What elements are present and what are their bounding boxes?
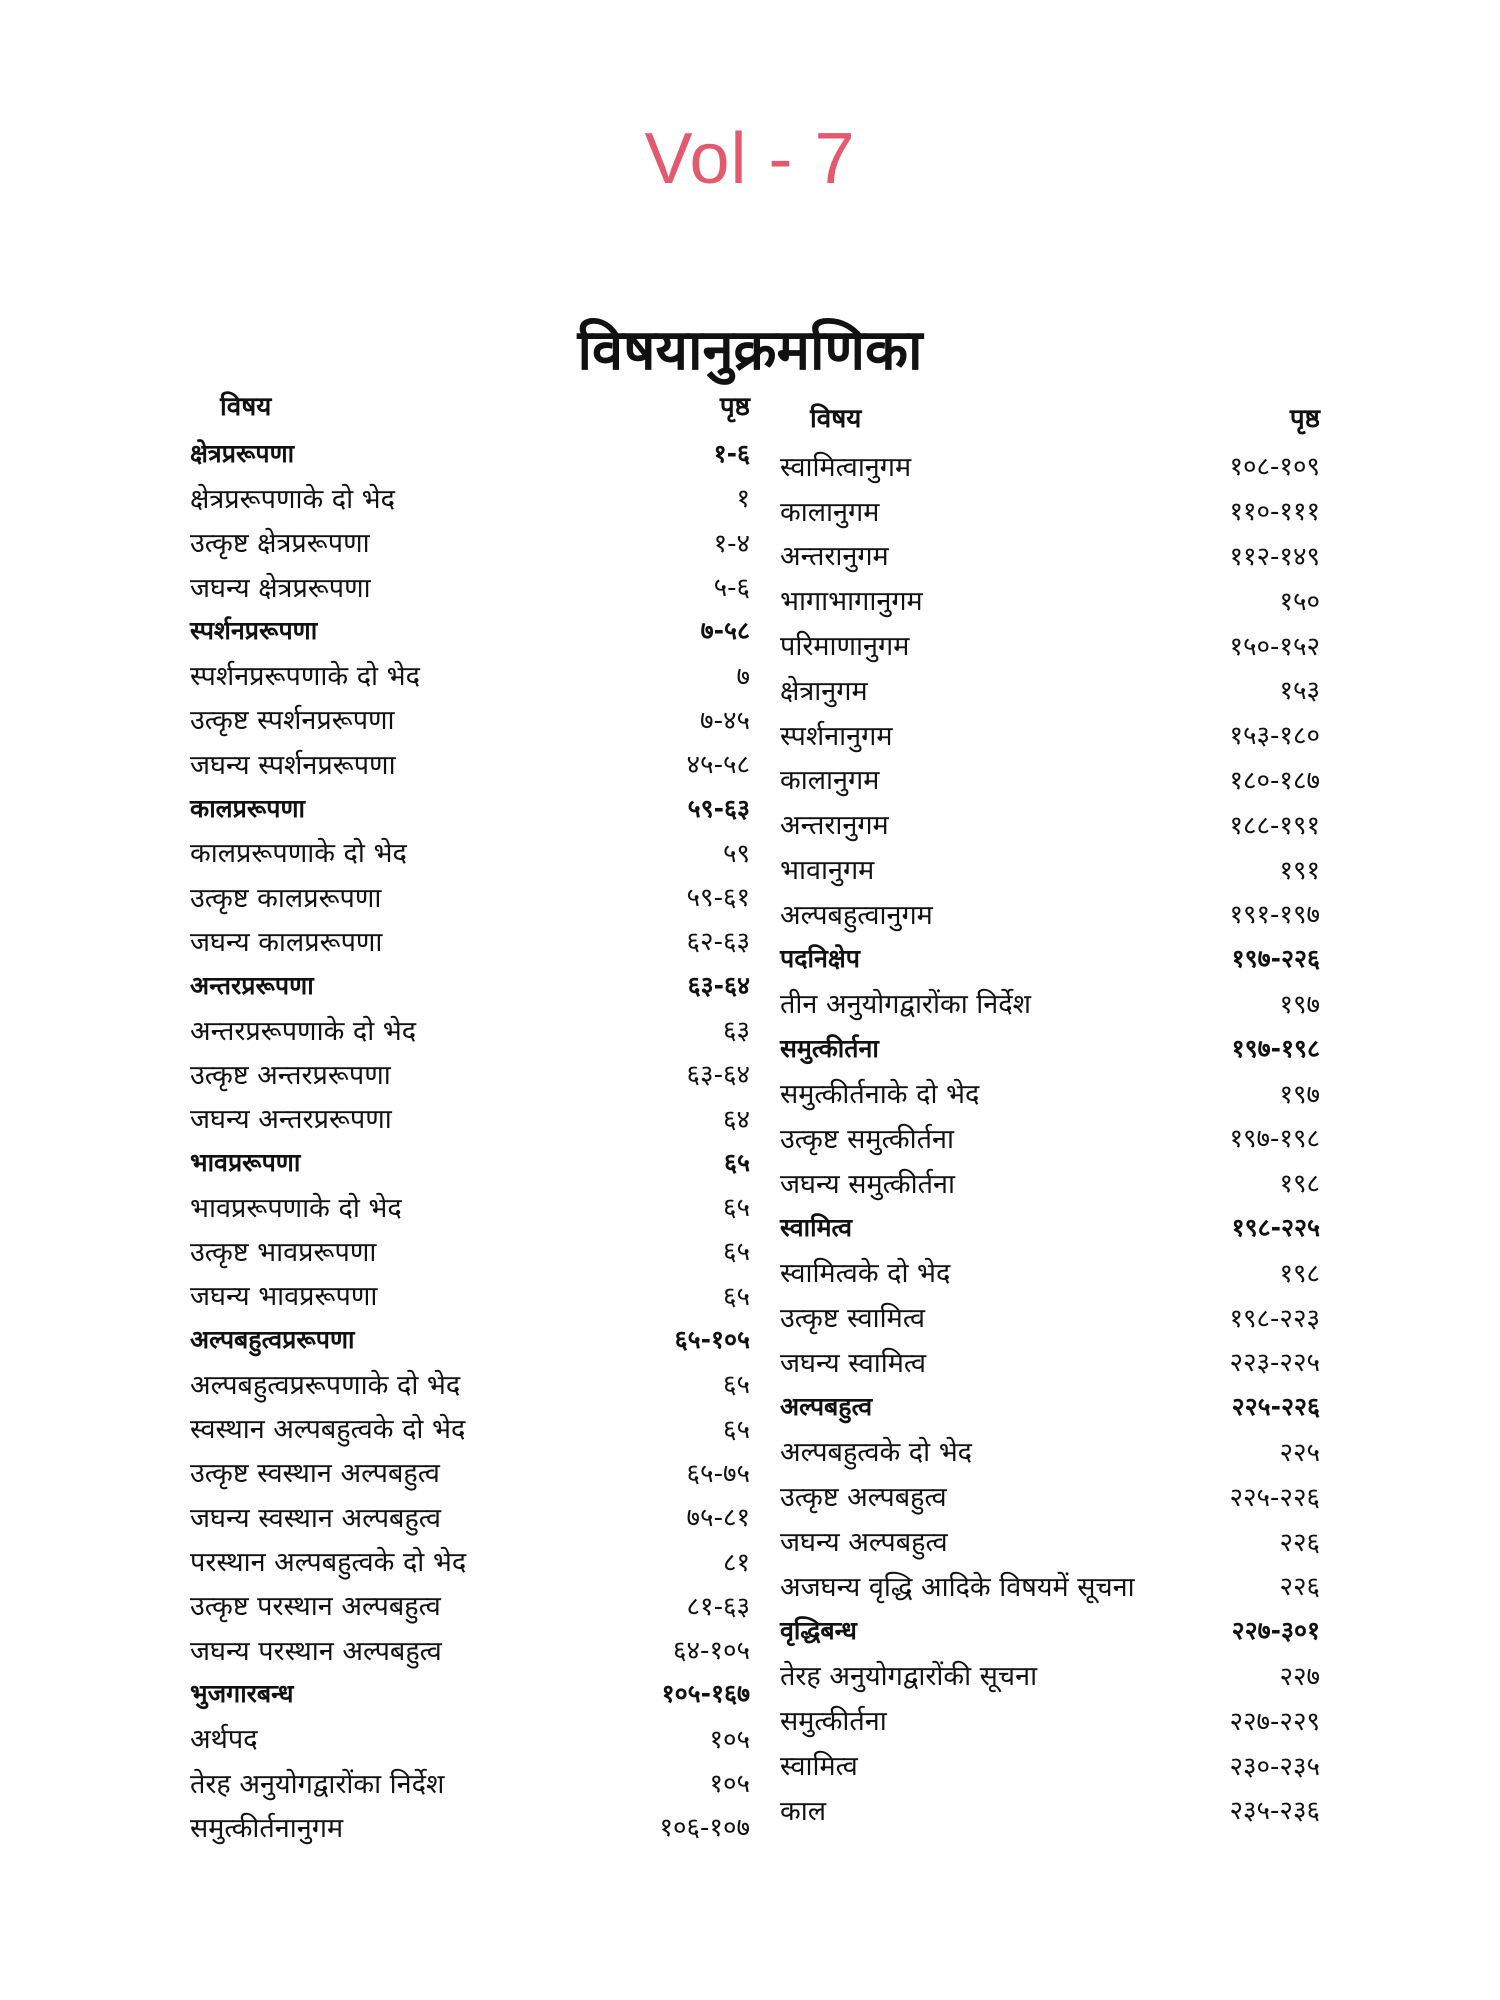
toc-entry-title: उत्कृष्ट समुत्कीर्तना: [780, 1123, 954, 1155]
toc-entry: [190, 1716, 750, 1760]
toc-entry: [780, 981, 1320, 1026]
volume-label: Vol - 7: [644, 119, 856, 199]
toc-entry-page: ७-५८: [700, 616, 750, 646]
toc-entry: [190, 608, 750, 652]
toc-entry-title: समुत्कीर्तना: [780, 1706, 887, 1738]
toc-entry-page: ६३-६४: [686, 1060, 750, 1091]
toc-entry: [780, 1563, 1320, 1608]
toc-entry-title: जघन्य अल्पबहुत्व: [780, 1527, 948, 1559]
toc-entry-page: १९७: [1279, 989, 1320, 1020]
toc-entry: [780, 1473, 1320, 1518]
toc-entry-title: भावप्ररूपणा: [190, 1147, 301, 1177]
toc-entry-title: समुत्कीर्तनाके दो भेद: [780, 1079, 980, 1111]
toc-entry: [190, 918, 750, 962]
toc-entry-page: १९१-१९७: [1229, 900, 1320, 931]
toc-entry-page: १०५: [709, 1769, 750, 1800]
toc-entry-title: अन्तरप्ररूपणा: [190, 970, 314, 1000]
toc-entry-title: उत्कृष्ट भावप्ररूपणा: [190, 1236, 377, 1268]
toc-entry-page: ६५: [722, 1370, 750, 1401]
toc-entry-page: ६५-१०५: [674, 1325, 750, 1355]
toc-entry: [190, 1450, 750, 1494]
toc-entry-title: परिमाणानुगम: [780, 631, 910, 663]
toc-entry-page: ६५: [722, 1237, 750, 1268]
toc-entry-page: ७५-८१: [686, 1503, 750, 1534]
toc-entry-title: उत्कृष्ट परस्थान अल्पबहुत्व: [190, 1591, 441, 1623]
toc-entry-title: तीन अनुयोगद्वारोंका निर्देश: [780, 989, 1031, 1021]
toc-entry-page: ७-४५: [700, 705, 750, 736]
toc-entry-title: काल: [780, 1795, 827, 1827]
toc-entry-title: उत्कृष्ट अन्तरप्ररूपणा: [190, 1059, 391, 1091]
toc-entry-page: १९८-२२३: [1229, 1303, 1320, 1334]
toc-entry: [190, 1406, 750, 1450]
toc-entry: [780, 1070, 1320, 1115]
toc-entry-title: स्वस्थान अल्पबहुत्वके दो भेद: [190, 1414, 466, 1446]
toc-entry-title: अर्थपद: [190, 1724, 258, 1756]
toc-entry: [780, 757, 1320, 802]
toc-entry-page: ६५: [723, 1147, 750, 1177]
toc-entry-title: स्वामित्वानुगम: [780, 451, 912, 483]
toc-entry: [190, 785, 750, 829]
toc-entry-title: भुजगारबन्ध: [190, 1679, 294, 1709]
toc-entry-title: वृद्धिबन्ध: [780, 1616, 857, 1646]
toc-entry-title: कालानुगम: [780, 496, 880, 528]
toc-entry: [190, 1671, 750, 1715]
toc-entry-title: अन्तरप्ररूपणाके दो भेद: [190, 1015, 417, 1047]
toc-entry-title: जघन्य कालप्ररूपणा: [190, 926, 383, 958]
toc-entry-page: ५९: [722, 838, 750, 869]
toc-entry-title: अन्तरानुगम: [780, 810, 889, 842]
toc-entry-page: १०८-१०९: [1229, 452, 1320, 483]
toc-entry-page: ८१: [722, 1547, 750, 1578]
toc-entry-page: १८८-१९१: [1229, 810, 1320, 841]
toc-entry: [190, 431, 750, 475]
toc-entry-title: जघन्य परस्थान अल्पबहुत्व: [190, 1635, 442, 1667]
toc-entry: [190, 1494, 750, 1538]
toc-entry-page: १०५-१६७: [661, 1679, 750, 1709]
toc-entry: [780, 488, 1320, 533]
toc-entry: [190, 1051, 750, 1095]
toc-entry-page: २२५: [1279, 1437, 1320, 1468]
toc-entry: [190, 1361, 750, 1405]
toc-entry-page: १९८: [1279, 1169, 1320, 1200]
toc-entry-page: १५०-१५२: [1229, 631, 1320, 662]
page-header: पृष्ठ: [719, 392, 750, 422]
toc-entry: [190, 697, 750, 741]
toc-entry-title: क्षेत्रप्ररूपणा: [190, 439, 295, 469]
toc-entry-title: उत्कृष्ट स्वस्थान अल्पबहुत्व: [190, 1458, 440, 1490]
toc-entry-title: उत्कृष्ट क्षेत्रप्ररूपणा: [190, 528, 370, 560]
toc-entry: [190, 830, 750, 874]
toc-entry-title: समुत्कीर्तनानुगम: [190, 1812, 344, 1844]
toc-entry: [190, 1804, 750, 1848]
toc-entry-page: ६५: [722, 1193, 750, 1224]
toc-entry-title: स्वामित्वके दो भेद: [780, 1258, 951, 1290]
toc-entry: [780, 1787, 1320, 1832]
toc-entry-title: तेरह अनुयोगद्वारोंका निर्देश: [190, 1768, 445, 1800]
toc-entry-title: अल्पबहुत्वके दो भेद: [780, 1437, 973, 1469]
toc-entry-title: समुत्कीर्तना: [780, 1033, 879, 1063]
toc-entry-page: २२७-३०१: [1231, 1616, 1320, 1646]
toc-entry-title: स्पर्शनप्ररूपणा: [190, 616, 318, 646]
toc-entry-page: २२७: [1279, 1661, 1320, 1692]
right-column: [780, 385, 1320, 1832]
toc-entry-title: कालप्ररूपणा: [190, 793, 306, 823]
toc-entry-page: १९७: [1279, 1079, 1320, 1110]
toc-entry-page: १५०: [1279, 586, 1320, 617]
toc-entry-title: जघन्य क्षेत्रप्ररूपणा: [190, 572, 371, 604]
toc-entry-page: ५९-६३: [687, 793, 750, 823]
toc-entry: [190, 1583, 750, 1627]
toc-entry-title: क्षेत्रप्ररूपणाके दो भेद: [190, 483, 396, 515]
toc-entry: [190, 1317, 750, 1361]
toc-entry: [780, 622, 1320, 667]
toc-entry: [780, 936, 1320, 981]
toc-entry-page: ११२-१४९: [1229, 541, 1320, 572]
toc-entry-page: ४५-५८: [686, 750, 750, 781]
toc-entry-title: जघन्य भावप्ररूपणा: [190, 1281, 378, 1313]
toc-entry: [780, 1653, 1320, 1698]
subject-header: विषय: [810, 404, 862, 434]
toc-entry: [780, 1160, 1320, 1205]
toc-entry-page: २२६: [1279, 1527, 1320, 1558]
toc-entry: [190, 1184, 750, 1228]
toc-entry-page: २२५-२२६: [1231, 1392, 1320, 1422]
toc-entry-title: भागाभागानुगम: [780, 586, 923, 618]
toc-entry: [780, 1294, 1320, 1339]
toc-entry: [190, 1538, 750, 1582]
toc-entry-title: उत्कृष्ट स्वामित्व: [780, 1303, 925, 1335]
toc-entry-page: १५३-१८०: [1229, 721, 1320, 752]
toc-entry-title: जघन्य समुत्कीर्तना: [780, 1168, 955, 1200]
toc-entry: [780, 712, 1320, 757]
toc-entry: [780, 801, 1320, 846]
toc-entry-title: स्वामित्व: [780, 1212, 853, 1242]
left-entry-list: [190, 431, 750, 1849]
toc-entry: [780, 891, 1320, 936]
toc-entry-page: २२७-२२९: [1229, 1706, 1320, 1737]
toc-entry: [190, 1140, 750, 1184]
toc-entry-page: ६२-६३: [686, 927, 750, 958]
toc-entry-title: अल्पबहुत्वानुगम: [780, 899, 933, 931]
toc-entry-page: १-६: [713, 439, 750, 469]
toc-entry: [780, 1205, 1320, 1250]
toc-entry: [780, 577, 1320, 622]
toc-entry-title: स्पर्शनानुगम: [780, 720, 893, 752]
toc-entry: [780, 846, 1320, 891]
toc-entry-page: ६५: [722, 1281, 750, 1312]
toc-entry-page: १८०-१८७: [1229, 765, 1320, 796]
page-title: विषयानुक्रमणिका: [577, 317, 923, 383]
toc-entry-page: १९१: [1279, 855, 1320, 886]
toc-entry-page: २३०-२३५: [1229, 1751, 1320, 1782]
toc-entry-title: जघन्य अन्तरप्ररूपणा: [190, 1104, 392, 1136]
toc-entry: [780, 1339, 1320, 1384]
toc-entry-title: कालप्ररूपणाके दो भेद: [190, 838, 407, 870]
toc-entry-title: पदनिक्षेप: [780, 944, 860, 974]
toc-entry: [780, 1608, 1320, 1653]
toc-entry: [190, 1228, 750, 1272]
toc-entry: [190, 652, 750, 696]
toc-entry-title: जघन्य स्वस्थान अल्पबहुत्व: [190, 1502, 441, 1534]
toc-entry-title: स्पर्शनप्ररूपणाके दो भेद: [190, 661, 420, 693]
toc-entry-title: उत्कृष्ट कालप्ररूपणा: [190, 882, 382, 914]
toc-entry-title: क्षेत्रानुगम: [780, 675, 868, 707]
toc-entry-title: भावानुगम: [780, 855, 875, 887]
toc-entry: [190, 1627, 750, 1671]
toc-entry: [780, 1697, 1320, 1742]
toc-entry: [780, 1249, 1320, 1294]
left-column: [190, 385, 750, 1849]
toc-entry-title: कालानुगम: [780, 765, 880, 797]
toc-entry-page: १-४: [713, 528, 750, 559]
toc-entry-page: १९७-१९८: [1229, 1124, 1320, 1155]
toc-entry-page: ६४-१०५: [673, 1636, 750, 1667]
left-column-header: [190, 385, 750, 425]
toc-entry-page: ६५: [722, 1414, 750, 1445]
toc-entry: [190, 564, 750, 608]
toc-entry-page: १९८: [1279, 1258, 1320, 1289]
toc-entry: [780, 1025, 1320, 1070]
toc-entry-page: २२३-२२५: [1229, 1348, 1320, 1379]
page-header: पृष्ठ: [1289, 404, 1320, 434]
subject-header: विषय: [220, 392, 272, 422]
toc-entry: [780, 1429, 1320, 1474]
toc-entry: [190, 1760, 750, 1804]
toc-entry: [190, 874, 750, 918]
toc-entry: [780, 443, 1320, 488]
toc-entry-page: १०६-१०७: [659, 1813, 750, 1844]
toc-entry-page: १: [736, 484, 750, 515]
toc-entry-page: १९७-२२६: [1231, 944, 1320, 974]
toc-entry: [190, 741, 750, 785]
toc-entry-page: १०५: [709, 1724, 750, 1755]
toc-entry-page: ५९-६१: [686, 883, 750, 914]
toc-entry: [780, 1384, 1320, 1429]
toc-entry-page: ६५-७५: [686, 1458, 750, 1489]
toc-entry-title: उत्कृष्ट स्पर्शनप्ररूपणा: [190, 705, 395, 737]
toc-entry: [190, 520, 750, 564]
toc-entry-page: ६४: [722, 1104, 750, 1135]
toc-entry: [190, 1273, 750, 1317]
right-entry-list: [780, 443, 1320, 1832]
toc-entry-page: ७: [736, 661, 750, 692]
toc-entry-page: ६३-६४: [687, 970, 750, 1000]
toc-entry-title: अल्पबहुत्वप्ररूपणा: [190, 1325, 355, 1355]
toc-entry-title: अजघन्य वृद्धि आदिके विषयमें सूचना: [780, 1571, 1135, 1603]
toc-entry-page: ११०-१११: [1229, 497, 1320, 528]
toc-entry-page: ८१-६३: [686, 1591, 750, 1622]
toc-entry-page: १९७-१९८: [1231, 1033, 1320, 1063]
toc-entry-title: स्वामित्व: [780, 1751, 858, 1782]
toc-entry-title: परस्थान अल्पबहुत्वके दो भेद: [190, 1547, 467, 1579]
toc-entry-title: अल्पबहुत्वप्ररूपणाके दो भेद: [190, 1369, 461, 1401]
toc-entry-page: १९८-२२५: [1231, 1212, 1320, 1242]
toc-entry-title: भावप्ररूपणाके दो भेद: [190, 1192, 402, 1224]
toc-entry-title: जघन्य स्वामित्व: [780, 1347, 927, 1379]
toc-entry-page: २२६: [1279, 1572, 1320, 1603]
toc-entry: [190, 475, 750, 519]
toc-entry-page: ६३: [722, 1016, 750, 1046]
toc-entry-title: अल्पबहुत्व: [780, 1392, 873, 1422]
toc-entry-page: १५३: [1279, 676, 1320, 707]
toc-entry: [190, 1095, 750, 1139]
toc-entry-page: ५-६: [713, 573, 750, 604]
toc-entry: [780, 533, 1320, 578]
toc-entry: [780, 667, 1320, 712]
toc-entry-title: उत्कृष्ट अल्पबहुत्व: [780, 1482, 947, 1514]
toc-entry: [780, 1115, 1320, 1160]
toc-entry: [780, 1518, 1320, 1563]
toc-entry-title: अन्तरानुगम: [780, 541, 889, 573]
toc-entry-title: तेरह अनुयोगद्वारोंकी सूचना: [780, 1661, 1038, 1693]
right-column-header: [780, 397, 1320, 437]
toc-entry: [190, 963, 750, 1007]
toc-entry-page: २३५-२३६: [1229, 1796, 1320, 1827]
toc-entry-page: २२५-२२६: [1229, 1482, 1320, 1513]
toc-entry: [190, 1007, 750, 1051]
toc-entry: [780, 1742, 1320, 1787]
toc-entry-title: जघन्य स्पर्शनप्ररूपणा: [190, 749, 396, 781]
